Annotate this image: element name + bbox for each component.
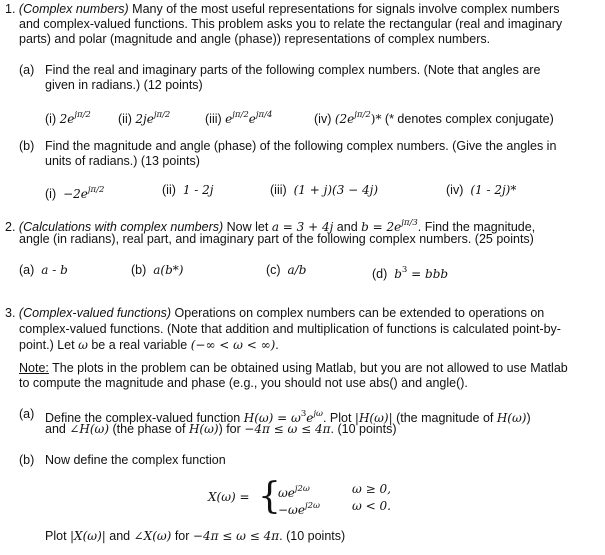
problem-2-item-d: (d) $b^3$ = bbb: [372, 265, 449, 281]
problem-1b-text-1: Find the magnitude and angle (phase) of the following complex numbers. (Give the angles in: [45, 139, 557, 153]
problem-1b-label: (b): [19, 139, 35, 153]
problem-2-item-b: (b) a(b*): [131, 263, 184, 277]
problem-1a-text-1: Find the real and imaginary parts of the following complex numbers. (Note that angles are: [45, 63, 541, 77]
problem-1-title: (Complex numbers): [18, 2, 129, 16]
piecewise-lhs: X(ω) =: [208, 490, 250, 504]
problem-2-line-1: 2. (Calculations with complex numbers) Now let a = 3 + 4j and $b = 2e^{j\pi/3}$. Find the magnitude,: [5, 218, 536, 234]
problem-1-intro-3: parts) and polar (magnitude and angle (phase)) representations of complex numbers.: [19, 32, 491, 46]
problem-1b-item-i: $(i) -2e^{j\pi/2}$: [45, 185, 105, 201]
piecewise-case-2: $-\omega e^{j2\omega}$: [278, 501, 320, 517]
a-definition: a = 3 + 4j: [271, 220, 334, 234]
problem-1a-label: (a): [19, 63, 35, 77]
piecewise-case-1: $\omega e^{j2\omega}$: [278, 484, 310, 500]
problem-3-text-3: point.) Let ω be a real variable (−∞ < ω < ∞).: [19, 338, 279, 352]
piecewise-brace: {: [258, 476, 281, 517]
problem-1-line-1: [5, 2, 559, 17]
problem-1-number: 1.: [5, 2, 16, 16]
problem-3a-label: (a): [19, 407, 35, 421]
problem-3b-text-1: Now define the complex function: [45, 453, 226, 467]
problem-1b-text-2: units of radians.) (13 points): [45, 154, 200, 168]
problem-3-number: 3.: [5, 306, 16, 320]
problem-3b-text-2: Plot |X(ω)| and ∠X(ω) for −4π ≤ ω ≤ 4π. (10 points): [45, 529, 346, 543]
problem-1a-item-ii: (ii) $2je^{j\pi/2}$: [118, 110, 171, 126]
problem-2-item-a: (a) a - b: [19, 263, 68, 277]
problem-1-intro-2: and complex-valued functions. This problem asks you to relate the rectangular (real and imaginary: [19, 17, 563, 31]
problem-2-item-c: (c) a/b: [266, 263, 307, 277]
b-definition: b = 2e: [361, 220, 402, 234]
problem-1a-item-i: (i) $2e^{j\pi/2}$: [45, 110, 91, 126]
problem-2-text-2: angle (in radians), real part, and imaginary part of the following complex numbers. (25 points): [19, 232, 534, 246]
problem-3-line-1: 3. (Complex-valued functions) Operations on complex numbers can be extended to operations on: [5, 306, 545, 320]
problem-2-number: 2.: [5, 220, 16, 234]
problem-3-note-1: Note: The plots in the problem can be obtained using Matlab, but you are not allowed to use Matlab: [19, 361, 568, 375]
problem-1a-item-iii: (iii) $e^{j\pi/2}e^{j\pi/4}$: [205, 110, 273, 126]
problem-1a-text-2: given in radians.) (12 points): [45, 78, 203, 92]
piecewise-cond-1: ω ≥ 0,: [352, 482, 391, 496]
problem-1b-item-ii: (ii) 1 - 2j: [162, 183, 214, 197]
problem-3a-text-1: Define the complex-valued function $H(\omega) = \omega^3e^{j\omega}$. Plot |H(ω)| (the magnitude of H(ω)): [45, 409, 531, 425]
piecewise-cond-2: ω < 0.: [352, 499, 391, 513]
problem-2-title: (Calculations with complex numbers): [18, 220, 224, 234]
problem-3-text-2: complex-valued functions. (Note that addition and multiplication of functions is calculated point-by-: [19, 322, 561, 336]
problem-1-intro-1: Many of the most useful representations for signals involve complex numbers: [128, 2, 560, 16]
problem-3-title: (Complex-valued functions): [18, 306, 172, 320]
problem-1b-item-iii: (iii) (1 + j)(3 − 4j): [270, 183, 379, 197]
problem-3b-label: (b): [19, 453, 35, 467]
problem-3a-text-2: and ∠H(ω) (the phase of H(ω)) for −4π ≤ ω ≤ 4π. (10 points): [45, 422, 397, 436]
problem-1a-item-iv: (iv) $(2e^{j\pi/2})*$ (* denotes complex conjugate): [314, 110, 554, 126]
problem-3-note-2: to compute the magnitude and phase (e.g., you should not use abs() and angle().: [19, 376, 468, 390]
note-label: Note:: [19, 361, 49, 375]
problem-1b-item-iv: (iv) (1 - 2j)*: [446, 183, 517, 197]
